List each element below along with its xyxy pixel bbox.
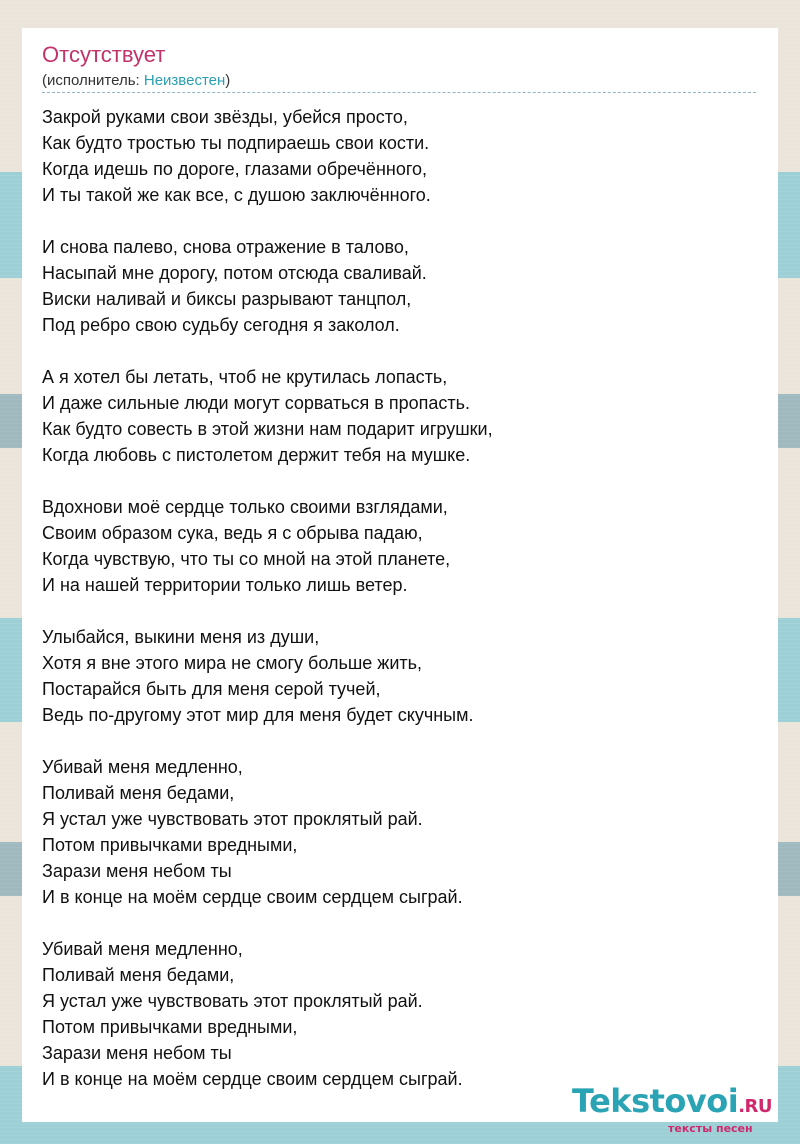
lyrics-stanza	[42, 364, 742, 468]
lyric-line: Постарайся быть для меня серой тучей,	[42, 679, 381, 699]
logo-name: Tekstovoi	[572, 1082, 739, 1120]
logo-wordmark	[572, 1082, 772, 1120]
lyrics-stanza	[42, 624, 742, 728]
lyric-line: Закрой руками свои звёзды, убейся просто,	[42, 107, 408, 127]
lyric-line: Поливай меня бедами,	[42, 965, 235, 985]
lyric-line: Зарази меня небом ты	[42, 1043, 232, 1063]
lyrics-stanza	[42, 936, 742, 1092]
song-title: Отсутствует	[42, 42, 166, 67]
lyric-line: Потом привычками вредными,	[42, 835, 298, 855]
lyrics-stanza	[42, 754, 742, 910]
title-divider	[42, 92, 756, 93]
lyric-line: Когда чувствую, что ты со мной на этой планете,	[42, 549, 451, 569]
lyric-line: И на нашей территории только лишь ветер.	[42, 575, 408, 595]
lyric-line: И снова палево, снова отражение в талово,	[42, 237, 409, 257]
artist-suffix: )	[225, 72, 231, 89]
lyric-line: Под ребро свою судьбу сегодня я заколол.	[42, 315, 400, 335]
logo-tld: .RU	[738, 1096, 773, 1117]
lyrics-stanza	[42, 234, 742, 338]
artist-line	[42, 72, 230, 89]
lyric-line: Как будто тростью ты подпираешь свои кости.	[42, 133, 430, 153]
lyric-line: Как будто совесть в этой жизни нам подарит игрушки,	[42, 419, 493, 439]
lyric-line: Насыпай мне дорогу, потом отсюда сваливай.	[42, 263, 427, 283]
lyric-line: Потом привычками вредными,	[42, 1017, 298, 1037]
lyric-line: И в конце на моём сердце своим сердцем сыграй.	[42, 1069, 463, 1089]
artist-link[interactable]: Неизвестен	[143, 72, 226, 89]
artist-prefix: (исполнитель:	[42, 72, 144, 89]
lyric-line: Виски наливай и биксы разрывают танцпол,	[42, 289, 412, 309]
lyric-line: Хотя я вне этого мира не смогу больше жить,	[42, 653, 423, 673]
lyric-line: Когда идешь по дороге, глазами обречённого,	[42, 159, 428, 179]
lyric-line: Вдохнови моё сердце только своими взглядами,	[42, 497, 448, 517]
logo-tagline: тексты песен	[668, 1122, 753, 1135]
site-logo[interactable]	[572, 1082, 782, 1142]
lyrics-sheet	[22, 28, 778, 1135]
lyric-line: Поливай меня бедами,	[42, 783, 235, 803]
lyric-line: Убивай меня медленно,	[42, 939, 243, 959]
lyric-line: И ты такой же как все, с душою заключённого.	[42, 185, 431, 205]
lyric-line: Своим образом сука, ведь я с обрыва падаю,	[42, 523, 423, 543]
lyric-line: Убивай меня медленно,	[42, 757, 243, 777]
lyrics-body	[42, 104, 742, 1118]
lyrics-stanza	[42, 104, 742, 208]
lyric-line: Ведь по-другому этот мир для меня будет скучным.	[42, 705, 474, 725]
lyric-line: Я устал уже чувствовать этот проклятый рай.	[42, 809, 423, 829]
lyric-line: А я хотел бы летать, чтоб не крутилась лопасть,	[42, 367, 448, 387]
lyric-line: Когда любовь с пистолетом держит тебя на мушке.	[42, 445, 471, 465]
lyrics-stanza	[42, 494, 742, 598]
lyric-line: Зарази меня небом ты	[42, 861, 232, 881]
lyric-line: Я устал уже чувствовать этот проклятый рай.	[42, 991, 423, 1011]
lyric-line: И в конце на моём сердце своим сердцем сыграй.	[42, 887, 463, 907]
lyric-line: И даже сильные люди могут сорваться в пропасть.	[42, 393, 470, 413]
lyric-line: Улыбайся, выкини меня из души,	[42, 627, 320, 647]
